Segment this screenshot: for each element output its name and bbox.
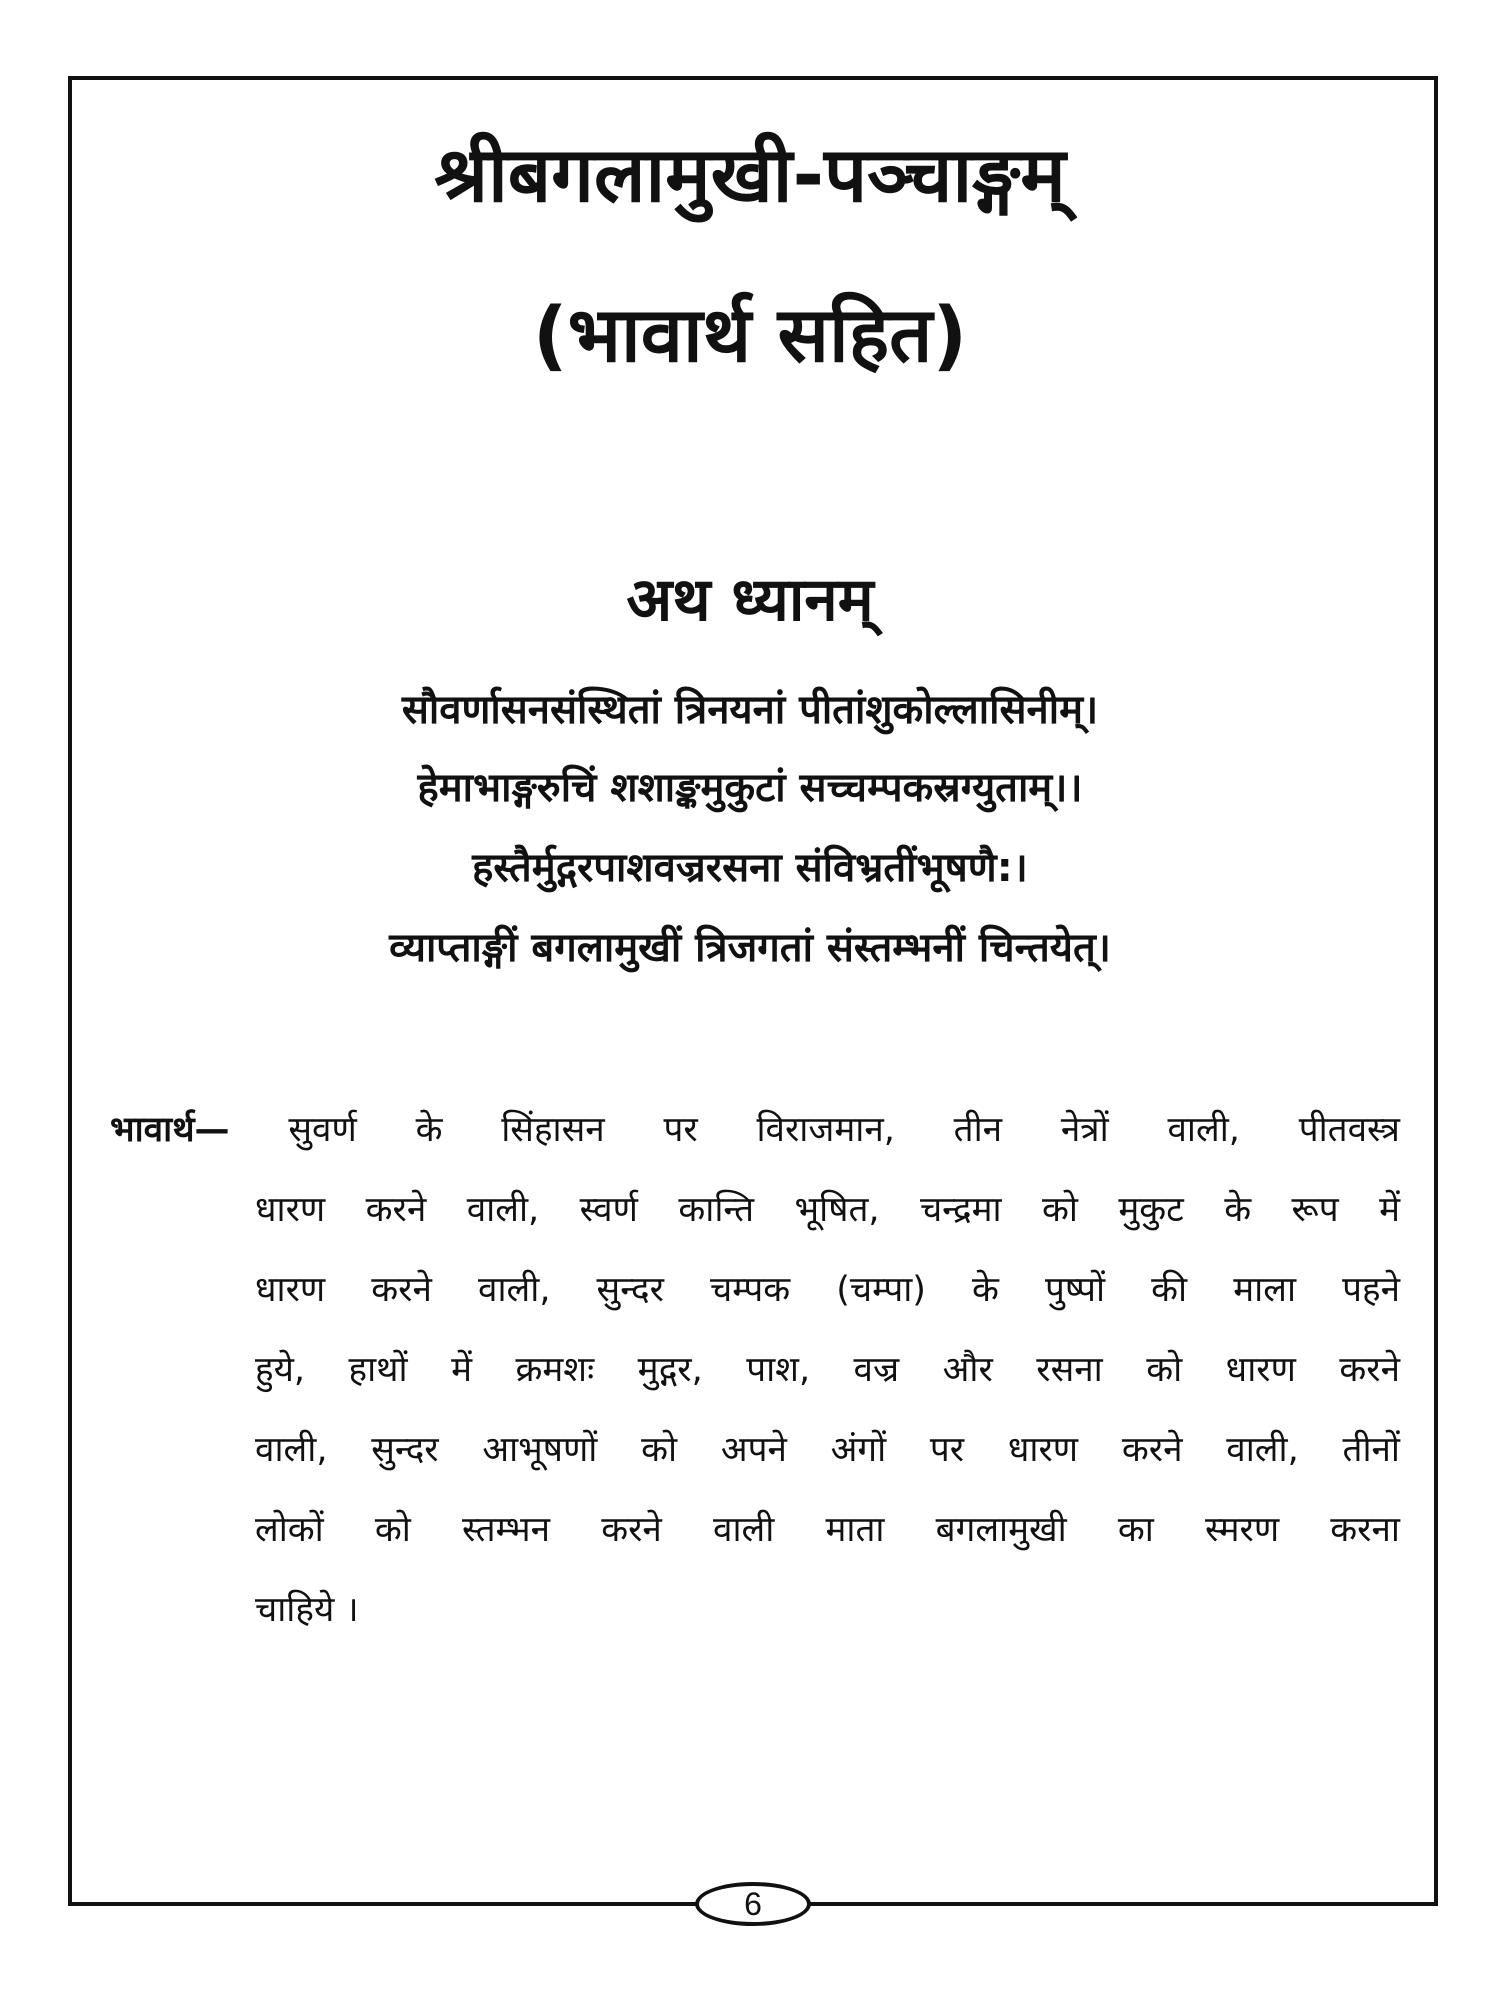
meaning-text: सुवर्ण के सिंहासन पर विराजमान, तीन नेत्रों वाली, पीतवस्त्र xyxy=(288,1110,1400,1150)
section-title-dhyanam: अथ ध्यानम् xyxy=(626,565,874,635)
meaning-line: लोकों को स्तम्भन करने वाली माता बगलामुखी का स्मरण करना xyxy=(255,1510,1400,1550)
meaning-line xyxy=(110,1090,1400,1170)
verse-line: हस्तैर्मुद्गरपाशवज्ररसना संविभ्रतींभूषणै:। xyxy=(472,845,1028,891)
verse-line: सौवर्णासनसंस्थितां त्रिनयनां पीतांशुकोल्लासिनीम्। xyxy=(401,687,1099,733)
meaning-line: धारण करने वाली, सुन्दर चम्पक (चम्पा) के पुष्पों की माला पहने xyxy=(255,1270,1400,1310)
meaning-line: धारण करने वाली, स्वर्ण कान्ति भूषित, चन्द्रमा को मुकुट के रूप में xyxy=(255,1190,1400,1230)
meaning-line: वाली, सुन्दर आभूषणों को अपने अंगों पर धारण करने वाली, तीनों xyxy=(255,1430,1400,1470)
verse-line: व्याप्ताङ्गीं बगलामुखीं त्रिजगतां संस्तम्भनीं चिन्तयेत्। xyxy=(389,925,1111,971)
page-number: 6 xyxy=(695,1882,811,1926)
page-subtitle: (भावार्थ सहित) xyxy=(532,290,968,379)
meaning-label: भावार्थ— xyxy=(110,1110,230,1150)
page-title: श्रीबगलामुखी-पञ्चाङ्गम् xyxy=(434,130,1066,219)
meaning-line: चाहिये । xyxy=(255,1590,359,1630)
verse-line: हेमाभाङ्गरुचिं शशाङ्कमुकुटां सच्चम्पकस्रग्युताम्।। xyxy=(417,765,1083,811)
meaning-paragraph xyxy=(110,1090,1400,1650)
meaning-line: हुये, हाथों में क्रमशः मुद्गर, पाश, वज्र और रसना को धारण करने xyxy=(255,1350,1400,1390)
